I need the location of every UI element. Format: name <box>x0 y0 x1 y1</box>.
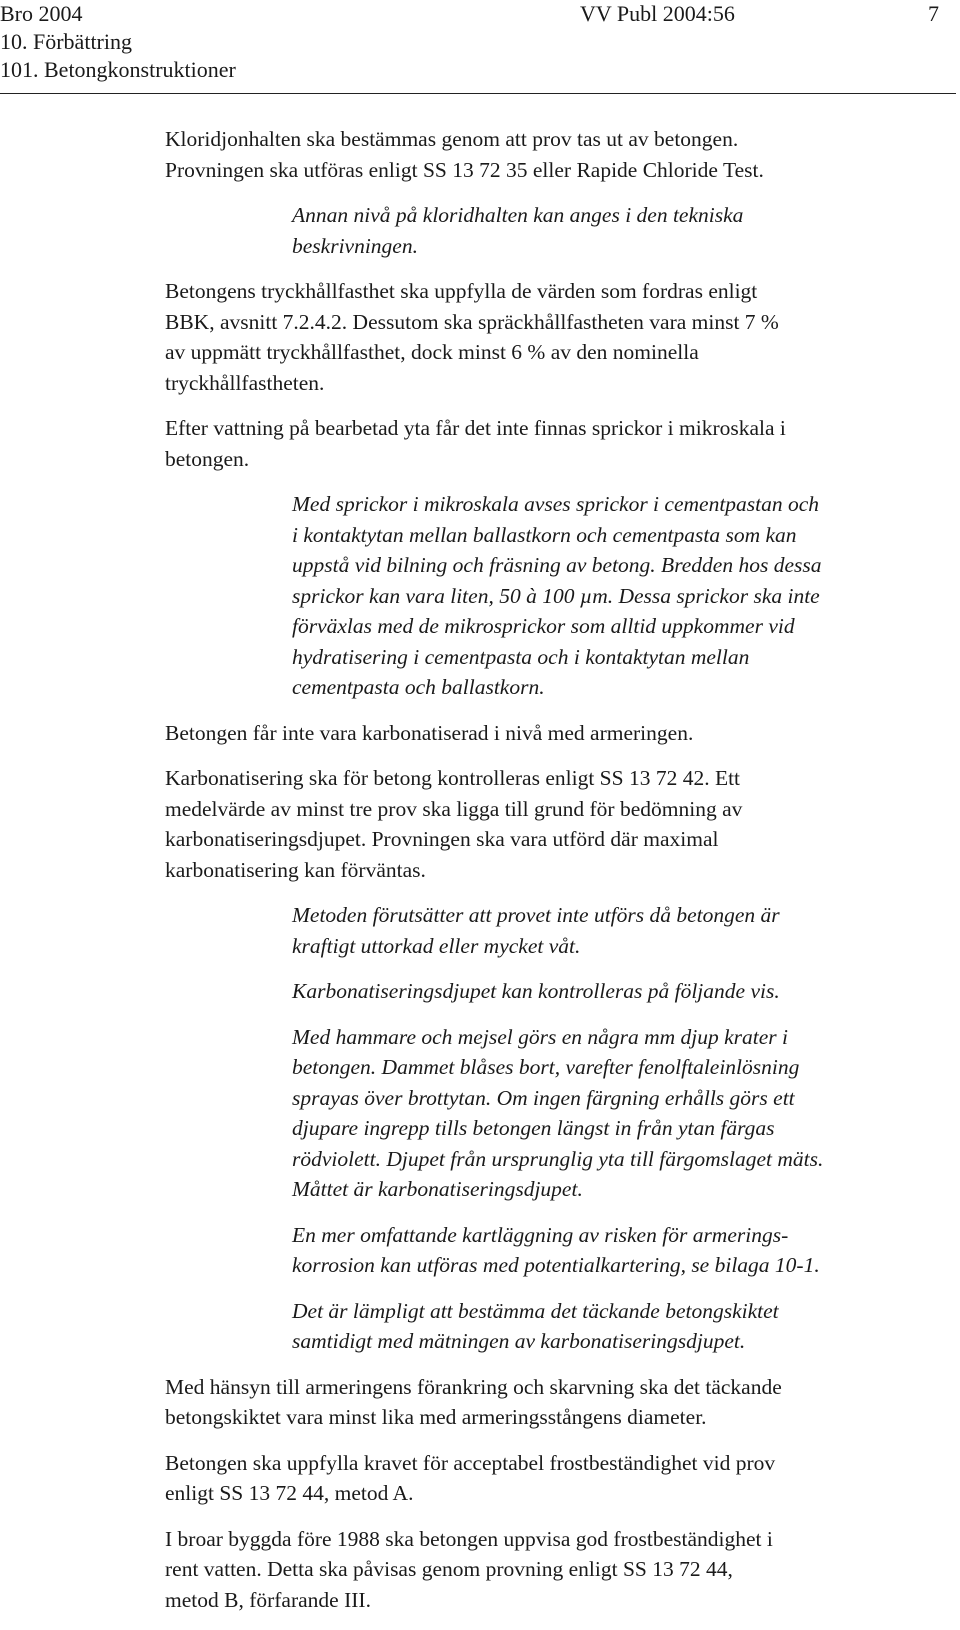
text-line: Provningen ska utföras enligt SS 13 72 35 eller Rapide Chloride Test. <box>165 157 764 182</box>
text-line: korrosion kan utföras med potentialkartering, se bilaga 10-1. <box>292 1253 820 1277</box>
text-line: Karbonatiseringsdjupet kan kontrolleras på följande vis. <box>292 979 780 1003</box>
note-method-condition <box>292 900 955 961</box>
text-line: i kontaktytan mellan ballastkorn och cementpasta som kan <box>292 522 797 547</box>
text-line: Måttet är karbonatiseringsdjupet. <box>292 1177 583 1201</box>
text-line: betongen. <box>165 446 250 471</box>
text-line: Med hänsyn till armeringens förankring och skarvning ska det täckande <box>165 1374 782 1399</box>
text-line: Efter vattning på bearbetad yta får det inte finnas sprickor i mikroskala i <box>165 416 786 440</box>
text-line: Med hammare och mejsel görs en några mm djup krater i <box>292 1024 789 1049</box>
document-body <box>165 124 955 1630</box>
text-line: sprickor kan vara liten, 50 à 100 µm. Dessa sprickor ska inte <box>292 583 820 608</box>
text-line: Karbonatisering ska för betong kontrolleras enligt SS 13 72 42. Ett <box>165 766 741 790</box>
header-divider <box>0 93 956 94</box>
text-line: Med sprickor i mikroskala avses sprickor i cementpastan och <box>292 492 820 516</box>
header-breadcrumb <box>0 0 236 84</box>
paragraph-older-bridges <box>165 1524 955 1616</box>
page-header <box>0 0 960 92</box>
text-line: beskrivningen. <box>292 233 418 258</box>
text-line: Betongen ska uppfylla kravet för acceptabel frostbeständighet vid prov <box>165 1450 776 1475</box>
note-cover-layer <box>292 1296 955 1357</box>
note-micro-cracks <box>292 489 955 703</box>
text-line: cementpasta och ballastkorn. <box>292 675 545 699</box>
text-line: uppstå vid bilning och fräsning av betong. Bredden hos dessa <box>292 553 822 577</box>
note-carbonation-intro <box>292 976 955 1007</box>
text-line: betongen. Dammet blåses bort, varefter fenolftaleinlösning <box>292 1055 800 1079</box>
paragraph-carbonation-requirement <box>165 718 955 749</box>
text-line: metod B, förfarande III. <box>165 1587 371 1612</box>
text-line: I broar byggda före 1988 ska betongen uppvisa god frostbeständighet i <box>165 1526 773 1551</box>
text-line: kraftigt uttorkad eller mycket våt. <box>292 933 581 958</box>
text-line: rent vatten. Detta ska påvisas genom provning enligt SS 13 72 44, <box>165 1557 733 1581</box>
paragraph-micro-cracks <box>165 413 955 474</box>
header-chapter: 10. Förbättring <box>0 29 132 54</box>
text-line: betongskiktet vara minst lika med armeringsstångens diameter. <box>165 1405 707 1429</box>
text-line: tryckhållfastheten. <box>165 370 325 395</box>
text-line: medelvärde av minst tre prov ska ligga till grund för bedömning av <box>165 796 743 821</box>
text-line: hydratisering i cementpasta och i kontaktytan mellan <box>292 644 750 669</box>
text-line: djupare ingrepp tills betongen längst in från ytan färgas <box>292 1116 775 1140</box>
text-line: Betongens tryckhållfasthet ska uppfylla de värden som fordras enligt <box>165 279 758 303</box>
text-line: En mer omfattande kartläggning av risken för armerings- <box>292 1222 789 1247</box>
paragraph-chloride <box>165 124 955 185</box>
header-title: Bro 2004 <box>0 1 83 26</box>
text-line: rödviolett. Djupet från ursprunglig yta till färgomslaget mäts. <box>292 1146 824 1171</box>
note-carbonation-procedure <box>292 1022 955 1205</box>
text-line: Annan nivå på kloridhalten kan anges i den tekniska <box>292 203 744 227</box>
note-chloride-level <box>292 200 955 261</box>
text-line: samtidigt med mätningen av karbonatiseringsdjupet. <box>292 1329 746 1353</box>
note-potential-mapping <box>292 1220 955 1281</box>
text-line: av uppmätt tryckhållfasthet, dock minst 6 % av den nominella <box>165 340 699 364</box>
text-line: Metoden förutsätter att provet inte utförs då betongen är <box>292 903 780 927</box>
paragraph-frost-resistance <box>165 1448 955 1509</box>
text-line: enligt SS 13 72 44, metod A. <box>165 1481 414 1505</box>
header-publication: VV Publ 2004:56 <box>580 1 735 26</box>
text-line: Betongen får inte vara karbonatiserad i nivå med armeringen. <box>165 720 694 745</box>
text-line: Det är lämpligt att bestämma det täckande betongskiktet <box>292 1298 779 1323</box>
text-line: sprayas över brottytan. Om ingen färgning erhålls görs ett <box>292 1085 795 1110</box>
paragraph-anchorage <box>165 1372 955 1433</box>
text-line: BBK, avsnitt 7.2.4.2. Dessutom ska spräckhållfastheten vara minst 7 % <box>165 309 779 334</box>
page-number: 7 <box>928 1 939 26</box>
paragraph-compressive-strength <box>165 276 955 398</box>
text-line: förväxlas med de mikrosprickor som alltid uppkommer vid <box>292 614 795 638</box>
header-section: 101. Betongkonstruktioner <box>0 57 236 82</box>
text-line: Kloridjonhalten ska bestämmas genom att prov tas ut av betongen. <box>165 127 739 151</box>
paragraph-carbonation-control <box>165 763 955 885</box>
text-line: karbonatiseringsdjupet. Provningen ska vara utförd där maximal <box>165 827 719 851</box>
text-line: karbonatisering kan förväntas. <box>165 857 426 882</box>
